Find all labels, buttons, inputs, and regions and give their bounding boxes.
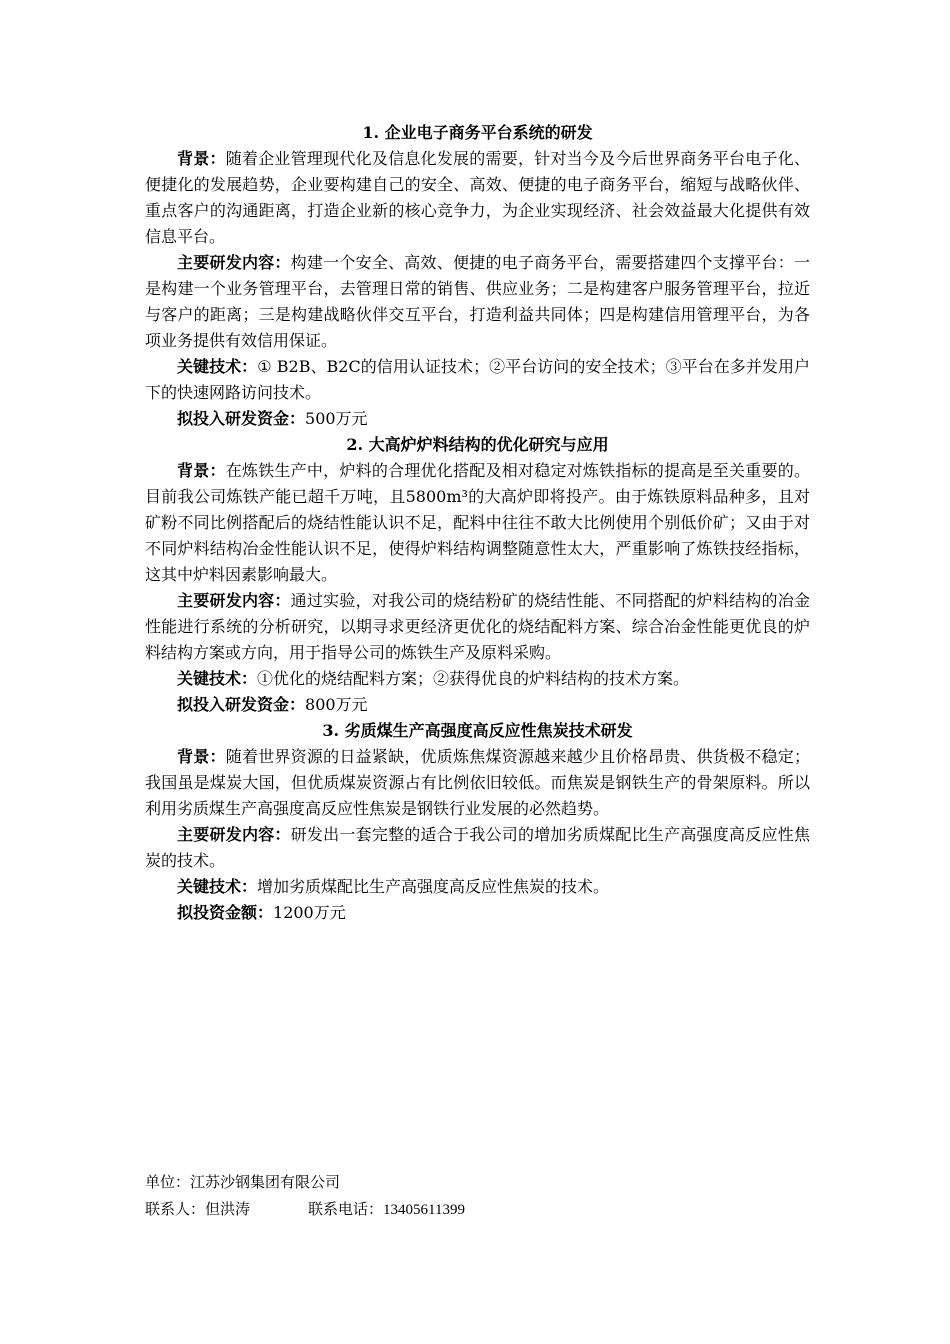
research-content-label: 主要研发内容：: [177, 591, 291, 610]
section-2: [145, 432, 810, 718]
funding-label: 拟投资金额：: [177, 903, 274, 922]
contact-phone: 联系电话：13405611399: [308, 1202, 465, 1218]
contact-person: 联系人：但洪涛: [145, 1202, 251, 1218]
section-title: 1. 企业电子商务平台系统的研发: [362, 123, 593, 142]
research-content-paragraph: [145, 822, 810, 874]
section-3: [145, 718, 810, 926]
key-tech-label: 关键技术：: [177, 357, 258, 376]
background-paragraph: [145, 146, 810, 250]
section-title: 3. 劣质煤生产高强度高反应性焦炭技术研发: [322, 721, 633, 740]
research-content-text: 研发出一套完整的适合于我公司的增加劣质煤配比生产高强度高反应性焦炭的技术。: [145, 825, 810, 870]
research-content-label: 主要研发内容：: [177, 825, 291, 844]
funding-label: 拟投入研发资金：: [177, 409, 306, 428]
key-tech-text: ① B2B、B2C的信用认证技术；②平台访问的安全技术；③平台在多并发用户下的快速网路访问技术。: [145, 357, 810, 402]
funding-amount: 500万元: [305, 409, 368, 428]
background-text: 随着企业管理现代化及信息化发展的需要，针对当今及今后世界商务平台电子化、便捷化的发展趋势，企业要构建自己的安全、高效、便捷的电子商务平台，缩短与战略伙伴、重点客户的沟通距离，打造企业新的核心竞争力，为企业实现经济、社会效益最大化提供有效信息平台。: [145, 149, 810, 246]
research-content-paragraph: [145, 588, 810, 666]
key-tech-text: ①优化的烧结配料方案；②获得优良的炉料结构的技术方案。: [257, 669, 690, 688]
background-text: 在炼铁生产中，炉料的合理优化搭配及相对稳定对炼铁指标的提高是至关重要的。目前我公司炼铁产能已超千万吨，且5800m³的大高炉即将投产。由于炼铁原料品种多，且对矿粉不同比例搭配后的烧结性能认识不足，配料中往往不敢大比例使用个别低价矿；又由于对不同炉料结构冶金性能认识不足，使得炉料结构调整随意性太大，严重影响了炼铁技经指标，这其中炉料因素影响最大。: [145, 461, 810, 584]
research-content-label: 主要研发内容：: [177, 253, 291, 272]
background-label: 背景：: [177, 149, 226, 168]
contact-footer: [145, 1170, 745, 1224]
research-content-text: 通过实验，对我公司的烧结粉矿的烧结性能、不同搭配的炉料结构的冶金性能进行系统的分析研究，以期寻求更经济更优化的烧结配料方案、综合冶金性能更优良的炉料结构方案或方向，用于指导公司的炼铁生产及原料采购。: [145, 591, 810, 662]
key-tech-label: 关键技术：: [177, 877, 258, 896]
background-label: 背景：: [177, 747, 226, 766]
key-tech-paragraph: [145, 354, 810, 406]
key-tech-text: 增加劣质煤配比生产高强度高反应性焦炭的技术。: [257, 877, 610, 896]
section-1: [145, 120, 810, 432]
funding-label: 拟投入研发资金：: [177, 695, 306, 714]
background-paragraph: [145, 458, 810, 588]
contact-line: [145, 1197, 745, 1224]
background-text: 随着世界资源的日益紧缺，优质炼焦煤资源越来越少且价格昂贵、供货极不稳定；我国虽是煤炭大国，但优质煤炭资源占有比例依旧较低。而焦炭是钢铁生产的骨架原料。所以利用劣质煤生产高强度高反应性焦炭是钢铁行业发展的必然趋势。: [145, 747, 810, 818]
unit-line: 单位：江苏沙钢集团有限公司: [145, 1175, 341, 1191]
section-title: 2. 大高炉炉料结构的优化研究与应用: [346, 435, 609, 454]
research-content-paragraph: [145, 250, 810, 354]
funding-paragraph: [145, 692, 810, 718]
key-tech-paragraph: [145, 666, 810, 692]
funding-paragraph: [145, 900, 810, 926]
funding-amount: 800万元: [305, 695, 368, 714]
background-label: 背景：: [177, 461, 226, 480]
funding-amount: 1200万元: [273, 903, 346, 922]
background-paragraph: [145, 744, 810, 822]
research-content-text: 构建一个安全、高效、便捷的电子商务平台，需要搭建四个支撑平台：一是构建一个业务管理平台，去管理日常的销售、供应业务；二是构建客户服务管理平台，拉近与客户的距离；三是构建战略伙伴交互平台，打造利益共同体；四是构建信用管理平台，为各项业务提供有效信用保证。: [145, 253, 810, 350]
key-tech-label: 关键技术：: [177, 669, 258, 688]
key-tech-paragraph: [145, 874, 810, 900]
document-body: [145, 120, 810, 926]
funding-paragraph: [145, 406, 810, 432]
